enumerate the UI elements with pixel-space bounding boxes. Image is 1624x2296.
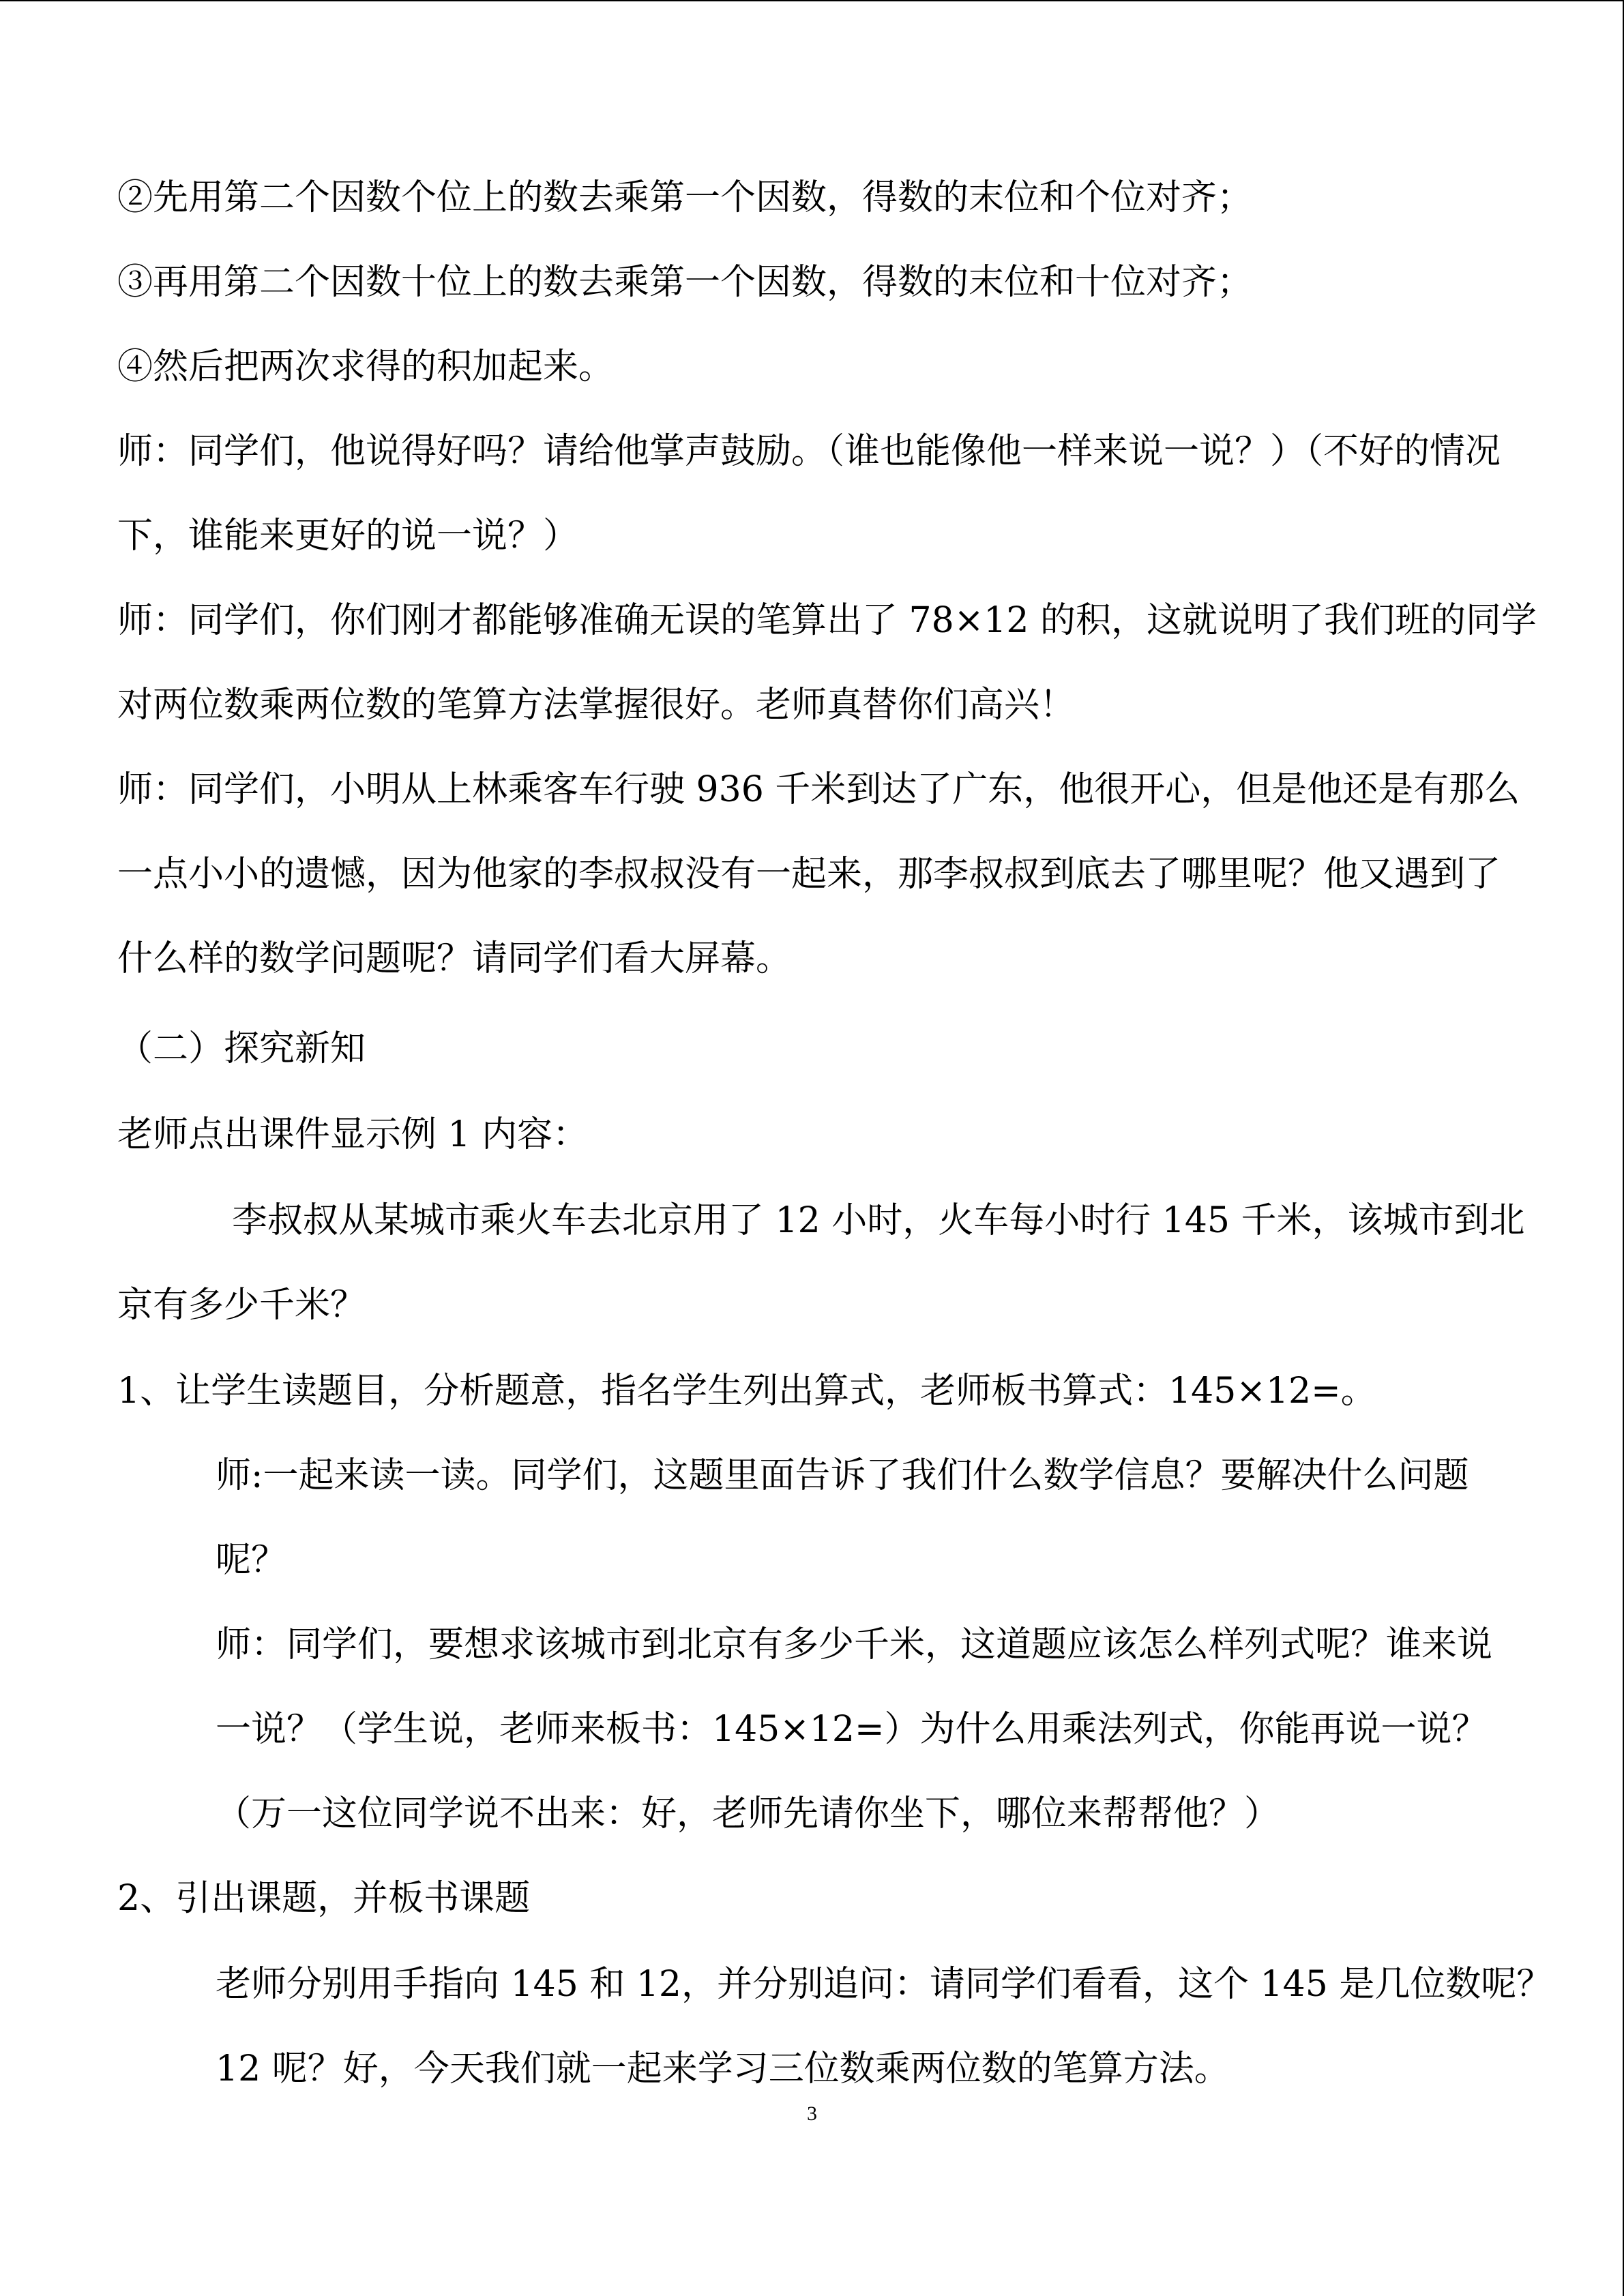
step-2-line: ②先用第二个因数个位上的数去乘第一个因数，得数的末位和个位对齐； — [117, 177, 1253, 218]
teacher-praise-line-1: 师：同学们，他说得好吗？请给他掌声鼓励。（谁也能像他一样来说一说？）（不好的情况 — [117, 431, 1501, 472]
step-4-line: ④然后把两次求得的积加起来。 — [117, 346, 615, 387]
step-2-heading: 2、引出课题，并板书课题 — [117, 1878, 531, 1919]
teacher-fallback-line: （万一这位同学说不出来：好，老师先请你坐下，哪位来帮帮他？） — [216, 1793, 1280, 1834]
example-problem-line-1: 李叔叔从某城市乘火车去北京用了 12 小时，火车每小时行 145 千米，该城市到北 — [232, 1200, 1525, 1241]
teacher-formula-line-1: 师：同学们，要想求该城市到北京有多少千米，这道题应该怎么样列式呢？谁来说 — [216, 1624, 1493, 1665]
teacher-summary-line-1: 师：同学们，你们刚才都能够准确无误的笔算出了 78×12 的积，这就说明了我们班的同学 — [117, 600, 1537, 641]
teacher-summary-line-2: 对两位数乘两位数的笔算方法掌握很好。老师真替你们高兴！ — [117, 685, 1076, 726]
example-intro-line: 老师点出课件显示例 1 内容： — [117, 1114, 589, 1155]
teacher-story-line-3: 什么样的数学问题呢？请同学们看大屏幕。 — [117, 938, 792, 979]
teacher-story-line-2: 一点小小的遗憾，因为他家的李叔叔没有一起来，那李叔叔到底去了哪里呢？他又遇到了 — [117, 854, 1501, 895]
section-heading: （二）探究新知 — [117, 1028, 366, 1069]
step-1-heading: 1、让学生读题目，分析题意，指名学生列出算式，老师板书算式：145×12=。 — [117, 1371, 1376, 1412]
teacher-read-line-1: 师:一起来读一读。同学们，这题里面告诉了我们什么数学信息？要解决什么问题 — [216, 1455, 1469, 1496]
teacher-topic-line-1: 老师分别用手指向 145 和 12，并分别追问：请同学们看看，这个 145 是几位数呢？ — [216, 1964, 1552, 2005]
teacher-praise-line-2: 下，谁能来更好的说一说？） — [117, 516, 579, 556]
teacher-story-line-1: 师：同学们，小明从上林乘客车行驶 936 千米到达了广东，他很开心，但是他还是有那么 — [117, 769, 1520, 810]
teacher-formula-line-2: 一说？（学生说，老师来板书：145×12=）为什么用乘法列式，你能再说一说？ — [216, 1709, 1488, 1750]
page-number: 3 — [807, 2102, 817, 2125]
teacher-topic-line-2: 12 呢？好，今天我们就一起来学习三位数乘两位数的笔算方法。 — [216, 2048, 1230, 2089]
step-3-line: ③再用第二个因数十位上的数去乘第一个因数，得数的末位和十位对齐； — [117, 262, 1253, 303]
example-problem-line-2: 京有多少千米？ — [117, 1285, 366, 1326]
teacher-read-line-2: 呢？ — [216, 1540, 287, 1581]
